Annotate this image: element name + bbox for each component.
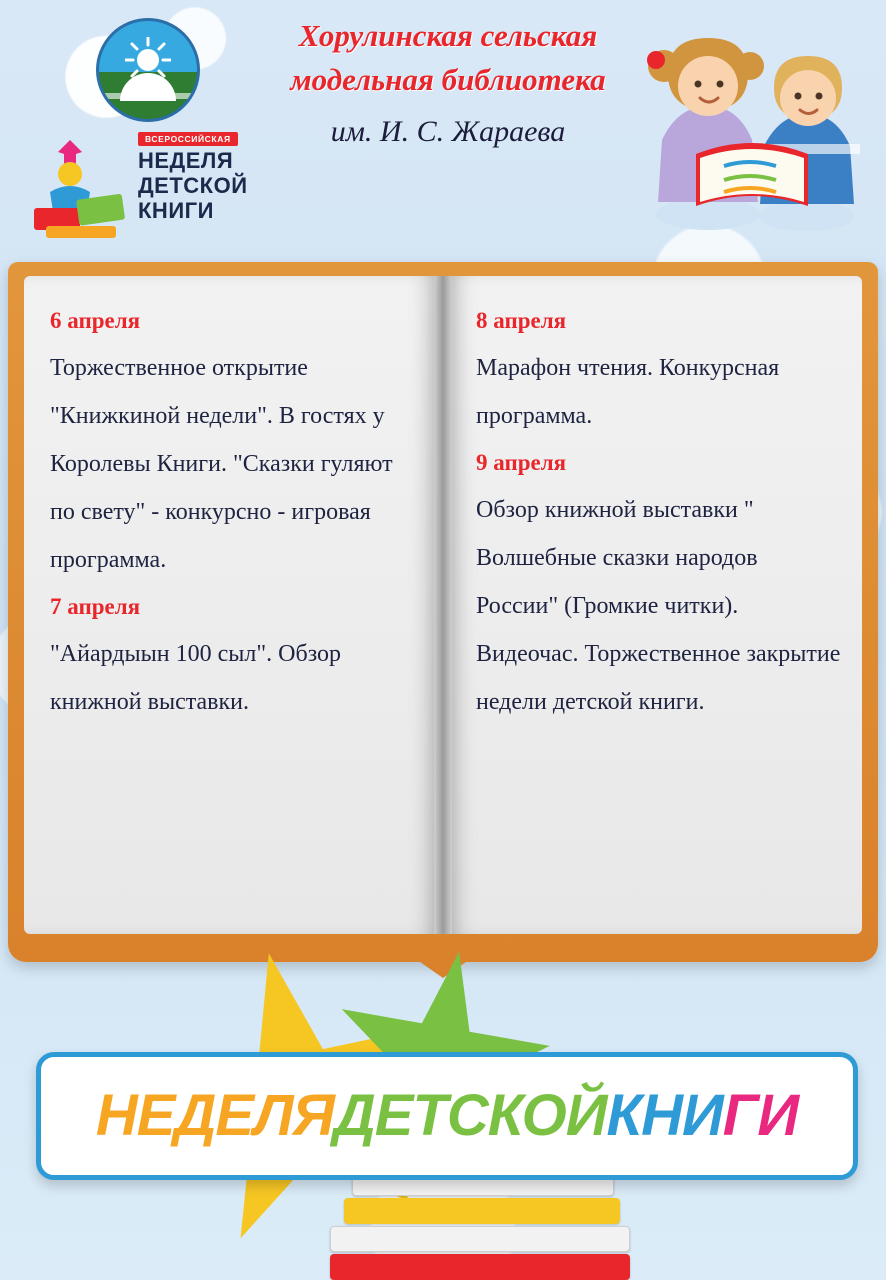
left-page-content [50, 298, 418, 726]
event-text-2: "Айардыын 100 сыл". Обзор книжной выставки. [50, 641, 342, 715]
book-stack-illustration [330, 1170, 630, 1280]
event-text-4: Обзор книжной выставки " Волшебные сказки народов России" (Громкие читки). Видеочас. Торжественное закрытие недели детской книги. [476, 497, 841, 715]
stack-book-3 [344, 1198, 620, 1224]
banner-word-4: ГИ [722, 1083, 799, 1148]
event-date-2: 7 апреля [50, 594, 141, 619]
event-date-4: 9 апреля [476, 450, 567, 475]
library-title-line-3: им. И. С. Жараева [330, 115, 566, 148]
stack-book-2 [330, 1226, 630, 1252]
open-book-schedule [8, 262, 878, 962]
book-page-left [24, 276, 436, 934]
emblem-band [99, 93, 197, 99]
ndk-word-1: НЕДЕЛЯ [138, 148, 234, 173]
bottom-decoration [0, 950, 886, 1280]
event-date-3: 8 апреля [476, 308, 567, 333]
event-text-3: Марафон чтения. Конкурсная программа. [476, 355, 780, 429]
banner-word-2: ДЕТСКОЙ [333, 1083, 607, 1148]
event-text-1: Торжественное открытие "Книжкиной недели". В гостях у Королевы Книги. "Сказки гуляют по свету" - конкурсно - игровая программа. [50, 355, 393, 573]
stack-book-1 [330, 1254, 630, 1280]
children-reading-illustration-icon [638, 14, 868, 244]
book-spine [434, 276, 452, 934]
library-title-line-1: Хорулинская сельская [298, 18, 598, 53]
village-coat-of-arms-icon [96, 18, 200, 122]
children-book-week-logo [18, 128, 280, 246]
book-page-right [450, 276, 862, 934]
library-title-line-2: модельная библиотека [290, 62, 606, 97]
library-title [218, 14, 678, 152]
banner-word-1: НЕДЕЛЯ [95, 1083, 334, 1148]
ndk-wordmark [138, 148, 248, 223]
ndk-word-3: КНИГИ [138, 198, 214, 223]
poster-header [0, 0, 886, 262]
bottom-banner [36, 1052, 858, 1180]
banner-wordmark [95, 1083, 799, 1148]
right-page-content [476, 298, 844, 726]
reading-child-illustration-icon [24, 134, 132, 242]
event-date-1: 6 апреля [50, 308, 141, 333]
banner-word-3: КНИ [606, 1083, 723, 1148]
ndk-badge-label: ВСЕРОССИЙСКАЯ [138, 132, 238, 146]
ndk-word-2: ДЕТСКОЙ [138, 173, 248, 198]
